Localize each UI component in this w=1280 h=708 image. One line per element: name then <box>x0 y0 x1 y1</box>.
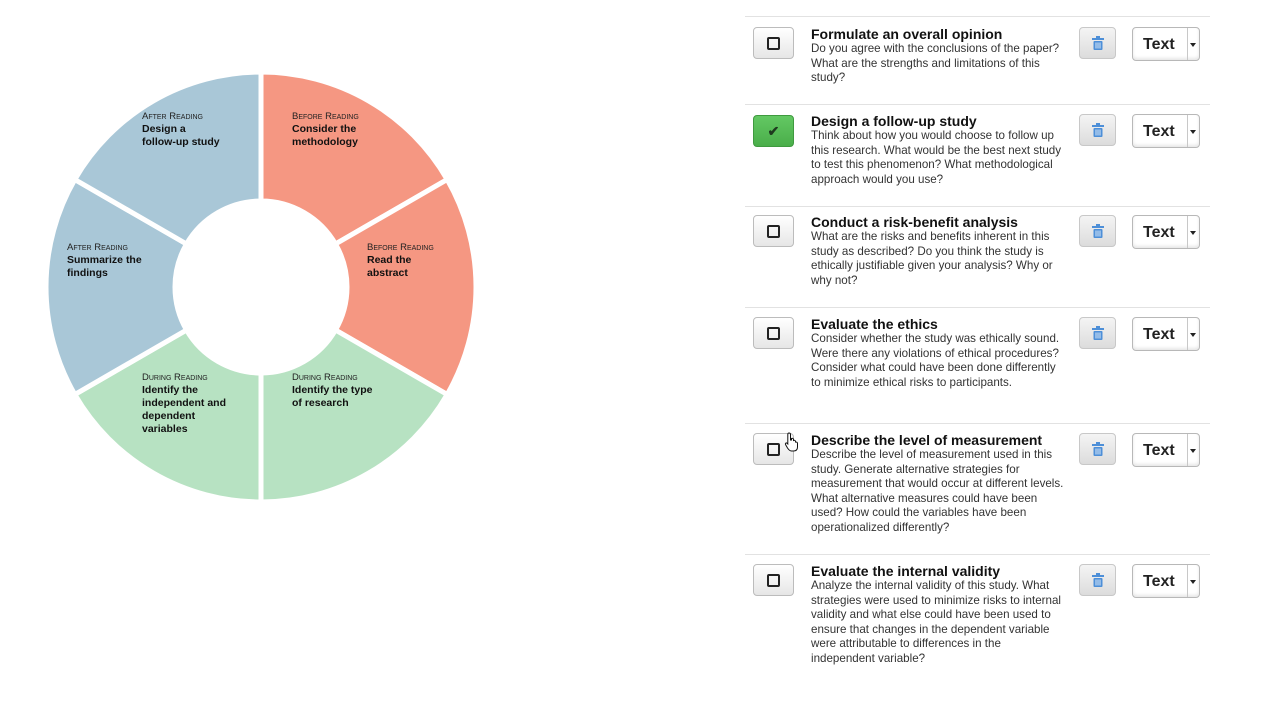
delete-button[interactable] <box>1079 27 1116 59</box>
step-description: Do you agree with the conclusions of the paper? What are the strengths and limitations of this study? <box>811 42 1060 85</box>
trash-icon <box>1092 123 1104 137</box>
reading-cycle-wheel <box>0 0 520 560</box>
list-item <box>745 206 1210 307</box>
step-description: Consider whether the study was ethically sound. Were there any violations of ethical procedures? Consider what could have been done differently to minimize ethical risks to participants. <box>811 332 1060 389</box>
step-description: Describe the level of measurement used in this study. Generate alternative strategies for measurement that would occur at different levels. What alternative measures could have been used? How could the variables have been operationalized differently? <box>811 448 1064 534</box>
trash-icon <box>1092 224 1104 238</box>
list-item <box>745 554 1210 684</box>
step-title: Formulate an overall opinion <box>811 26 1003 42</box>
step-checkbox[interactable] <box>753 115 794 147</box>
type-select[interactable] <box>1132 564 1200 598</box>
list-item <box>745 307 1210 423</box>
wheel-label-title: Identify the independent and dependent variables <box>142 384 226 435</box>
type-select[interactable] <box>1132 317 1200 351</box>
unchecked-box-icon <box>767 37 780 50</box>
chevron-down-icon <box>1190 231 1196 235</box>
delete-button[interactable] <box>1079 433 1116 465</box>
step-description: Think about how you would choose to follow up this research. What would be the best next study to test this phenomenon? What methodological approach would you use? <box>811 129 1062 186</box>
list-item <box>745 16 1210 104</box>
step-title: Describe the level of measurement <box>811 432 1043 448</box>
step-checkbox[interactable] <box>753 27 794 59</box>
unchecked-box-icon <box>767 443 780 456</box>
wheel-label-phase: During Reading <box>142 372 208 383</box>
type-select[interactable] <box>1132 27 1200 61</box>
wheel-label-phase: After Reading <box>142 111 203 122</box>
chevron-down-icon <box>1190 43 1196 47</box>
chevron-down-icon <box>1190 580 1196 584</box>
wheel-label-title: Summarize the findings <box>67 254 142 279</box>
type-select-value: Text <box>1143 36 1175 53</box>
chevron-down-icon <box>1190 130 1196 134</box>
wheel-label-identify-type <box>292 371 373 410</box>
wheel-label-title: Read the abstract <box>367 254 412 279</box>
wheel-label-summarize-findings <box>67 241 142 280</box>
chevron-down-icon <box>1190 333 1196 337</box>
delete-button[interactable] <box>1079 114 1116 146</box>
unchecked-box-icon <box>767 574 780 587</box>
chevron-down-icon <box>1190 449 1196 453</box>
delete-button[interactable] <box>1079 215 1116 247</box>
trash-icon <box>1092 36 1104 50</box>
trash-icon <box>1092 326 1104 340</box>
wheel-label-phase: Before Reading <box>367 242 434 253</box>
wheel-label-identify-variables <box>142 371 226 436</box>
unchecked-box-icon <box>767 327 780 340</box>
list-item <box>745 423 1210 554</box>
wheel-label-consider-methodology <box>292 110 359 149</box>
step-description: What are the risks and benefits inherent in this study as described? Do you think the study is ethically justifiable given your analysis? Why or why not? <box>811 230 1053 287</box>
step-checkbox[interactable] <box>753 564 794 596</box>
trash-icon <box>1092 573 1104 587</box>
wheel-label-title: Identify the type of research <box>292 384 373 409</box>
step-description: Analyze the internal validity of this study. What strategies were used to minimize risks to internal validity and what else could have been used to ensure that changes in the dependent variable were attributable to differences in the independent variable? <box>811 579 1062 665</box>
hand-cursor-icon <box>784 432 800 452</box>
step-title: Conduct a risk-benefit analysis <box>811 214 1018 230</box>
checkmark-icon: ✔ <box>767 123 780 139</box>
type-select-value: Text <box>1143 573 1175 590</box>
step-checkbox[interactable] <box>753 215 794 247</box>
unchecked-box-icon <box>767 225 780 238</box>
step-list <box>745 16 1210 684</box>
trash-icon <box>1092 442 1104 456</box>
type-select[interactable] <box>1132 215 1200 249</box>
wheel-label-read-abstract <box>367 241 434 280</box>
wheel-label-title: Design a follow-up study <box>142 123 220 148</box>
delete-button[interactable] <box>1079 564 1116 596</box>
type-select[interactable] <box>1132 433 1200 467</box>
step-title: Design a follow-up study <box>811 113 977 129</box>
list-item <box>745 104 1210 206</box>
type-select-value: Text <box>1143 224 1175 241</box>
type-select-value: Text <box>1143 123 1175 140</box>
wheel-label-phase: After Reading <box>67 242 128 253</box>
wheel-label-phase: During Reading <box>292 372 358 383</box>
wheel-label-phase: Before Reading <box>292 111 359 122</box>
delete-button[interactable] <box>1079 317 1116 349</box>
wheel-label-design-followup <box>142 110 220 149</box>
wheel-label-title: Consider the methodology <box>292 123 358 148</box>
type-select-value: Text <box>1143 326 1175 343</box>
step-checkbox[interactable] <box>753 317 794 349</box>
step-title: Evaluate the ethics <box>811 316 938 332</box>
type-select-value: Text <box>1143 442 1175 459</box>
type-select[interactable] <box>1132 114 1200 148</box>
step-title: Evaluate the internal validity <box>811 563 1001 579</box>
